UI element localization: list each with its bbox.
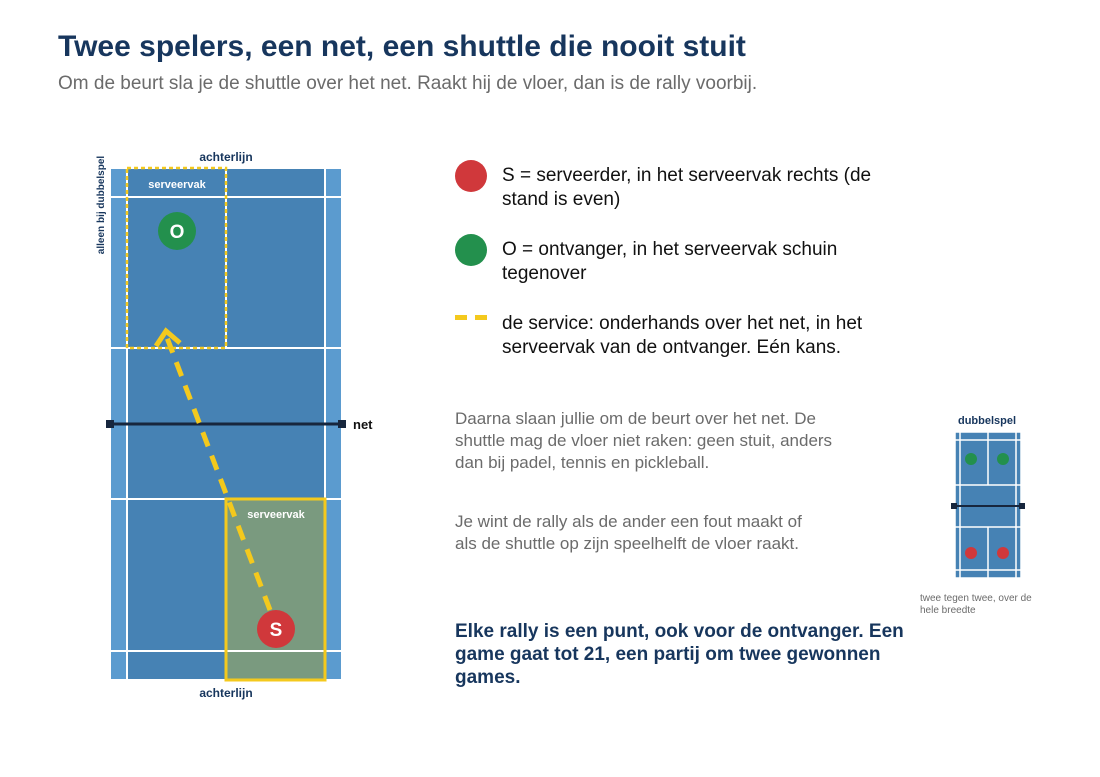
legend-text-receiver: O = ontvanger, in het serveervak schuin tegenover	[502, 239, 838, 284]
net-post-left	[106, 420, 114, 428]
back-line-label-top: achterlijn	[199, 150, 253, 164]
green-dot-icon	[455, 234, 487, 266]
yellow-dash-icon	[455, 308, 487, 340]
legend-item-server	[455, 160, 902, 212]
win-rally-paragraph: Je wint de rally als de ander een fout maakt of als de shuttle op zijn speelhelft de vloer raakt.	[455, 512, 802, 553]
scoring-conclusion: Elke rally is een punt, ook voor de ontvanger. Een game gaat tot 21, een partij om twee gewonnen games.	[455, 621, 904, 688]
server-label: S	[269, 620, 283, 641]
page-subtitle: Om de beurt sla je de shuttle over het net. Raakt hij de vloer, dan is de rally voorbij.	[58, 73, 758, 94]
legend-text-serve: de service: onderhands over het net, in het serveervak van de ontvanger. Eén kans.	[502, 313, 863, 358]
red-dot-icon	[455, 160, 487, 192]
receiver-label: O	[169, 222, 185, 243]
net-post-right	[338, 420, 346, 428]
doubles-alley-label: alleen bij dubbelspel	[96, 155, 107, 255]
legend-text-server: S = serveerder, in het serveervak rechts (de stand is even)	[502, 165, 872, 210]
service-box-label-bottom: serveervak	[247, 509, 305, 521]
mini-receiver-1	[965, 453, 977, 465]
service-box-label-top: serveervak	[148, 179, 206, 191]
mini-receiver-2	[997, 453, 1009, 465]
mini-court-title: dubbelspel	[957, 415, 1017, 427]
mini-court-caption: twee tegen twee, over de hele breedte	[920, 593, 1032, 616]
mini-net-post-left	[951, 503, 957, 509]
singles-court	[106, 168, 346, 680]
rally-paragraph: Daarna slaan jullie om de beurt over het net. De shuttle mag de vloer niet raken: geen stuit, anders dan bij padel, tennis en pickleball.	[455, 409, 833, 472]
page-title: Twee spelers, een net, een shuttle die nooit stuit	[58, 30, 746, 63]
legend-item-serve	[455, 308, 902, 360]
mini-server-1	[965, 547, 977, 559]
mini-server-2	[997, 547, 1009, 559]
mini-doubles-court	[951, 432, 1025, 578]
mini-net-post-right	[1019, 503, 1025, 509]
back-line-label-bottom: achterlijn	[199, 686, 253, 700]
legend-item-receiver	[455, 234, 902, 286]
net-label: net	[353, 417, 373, 432]
